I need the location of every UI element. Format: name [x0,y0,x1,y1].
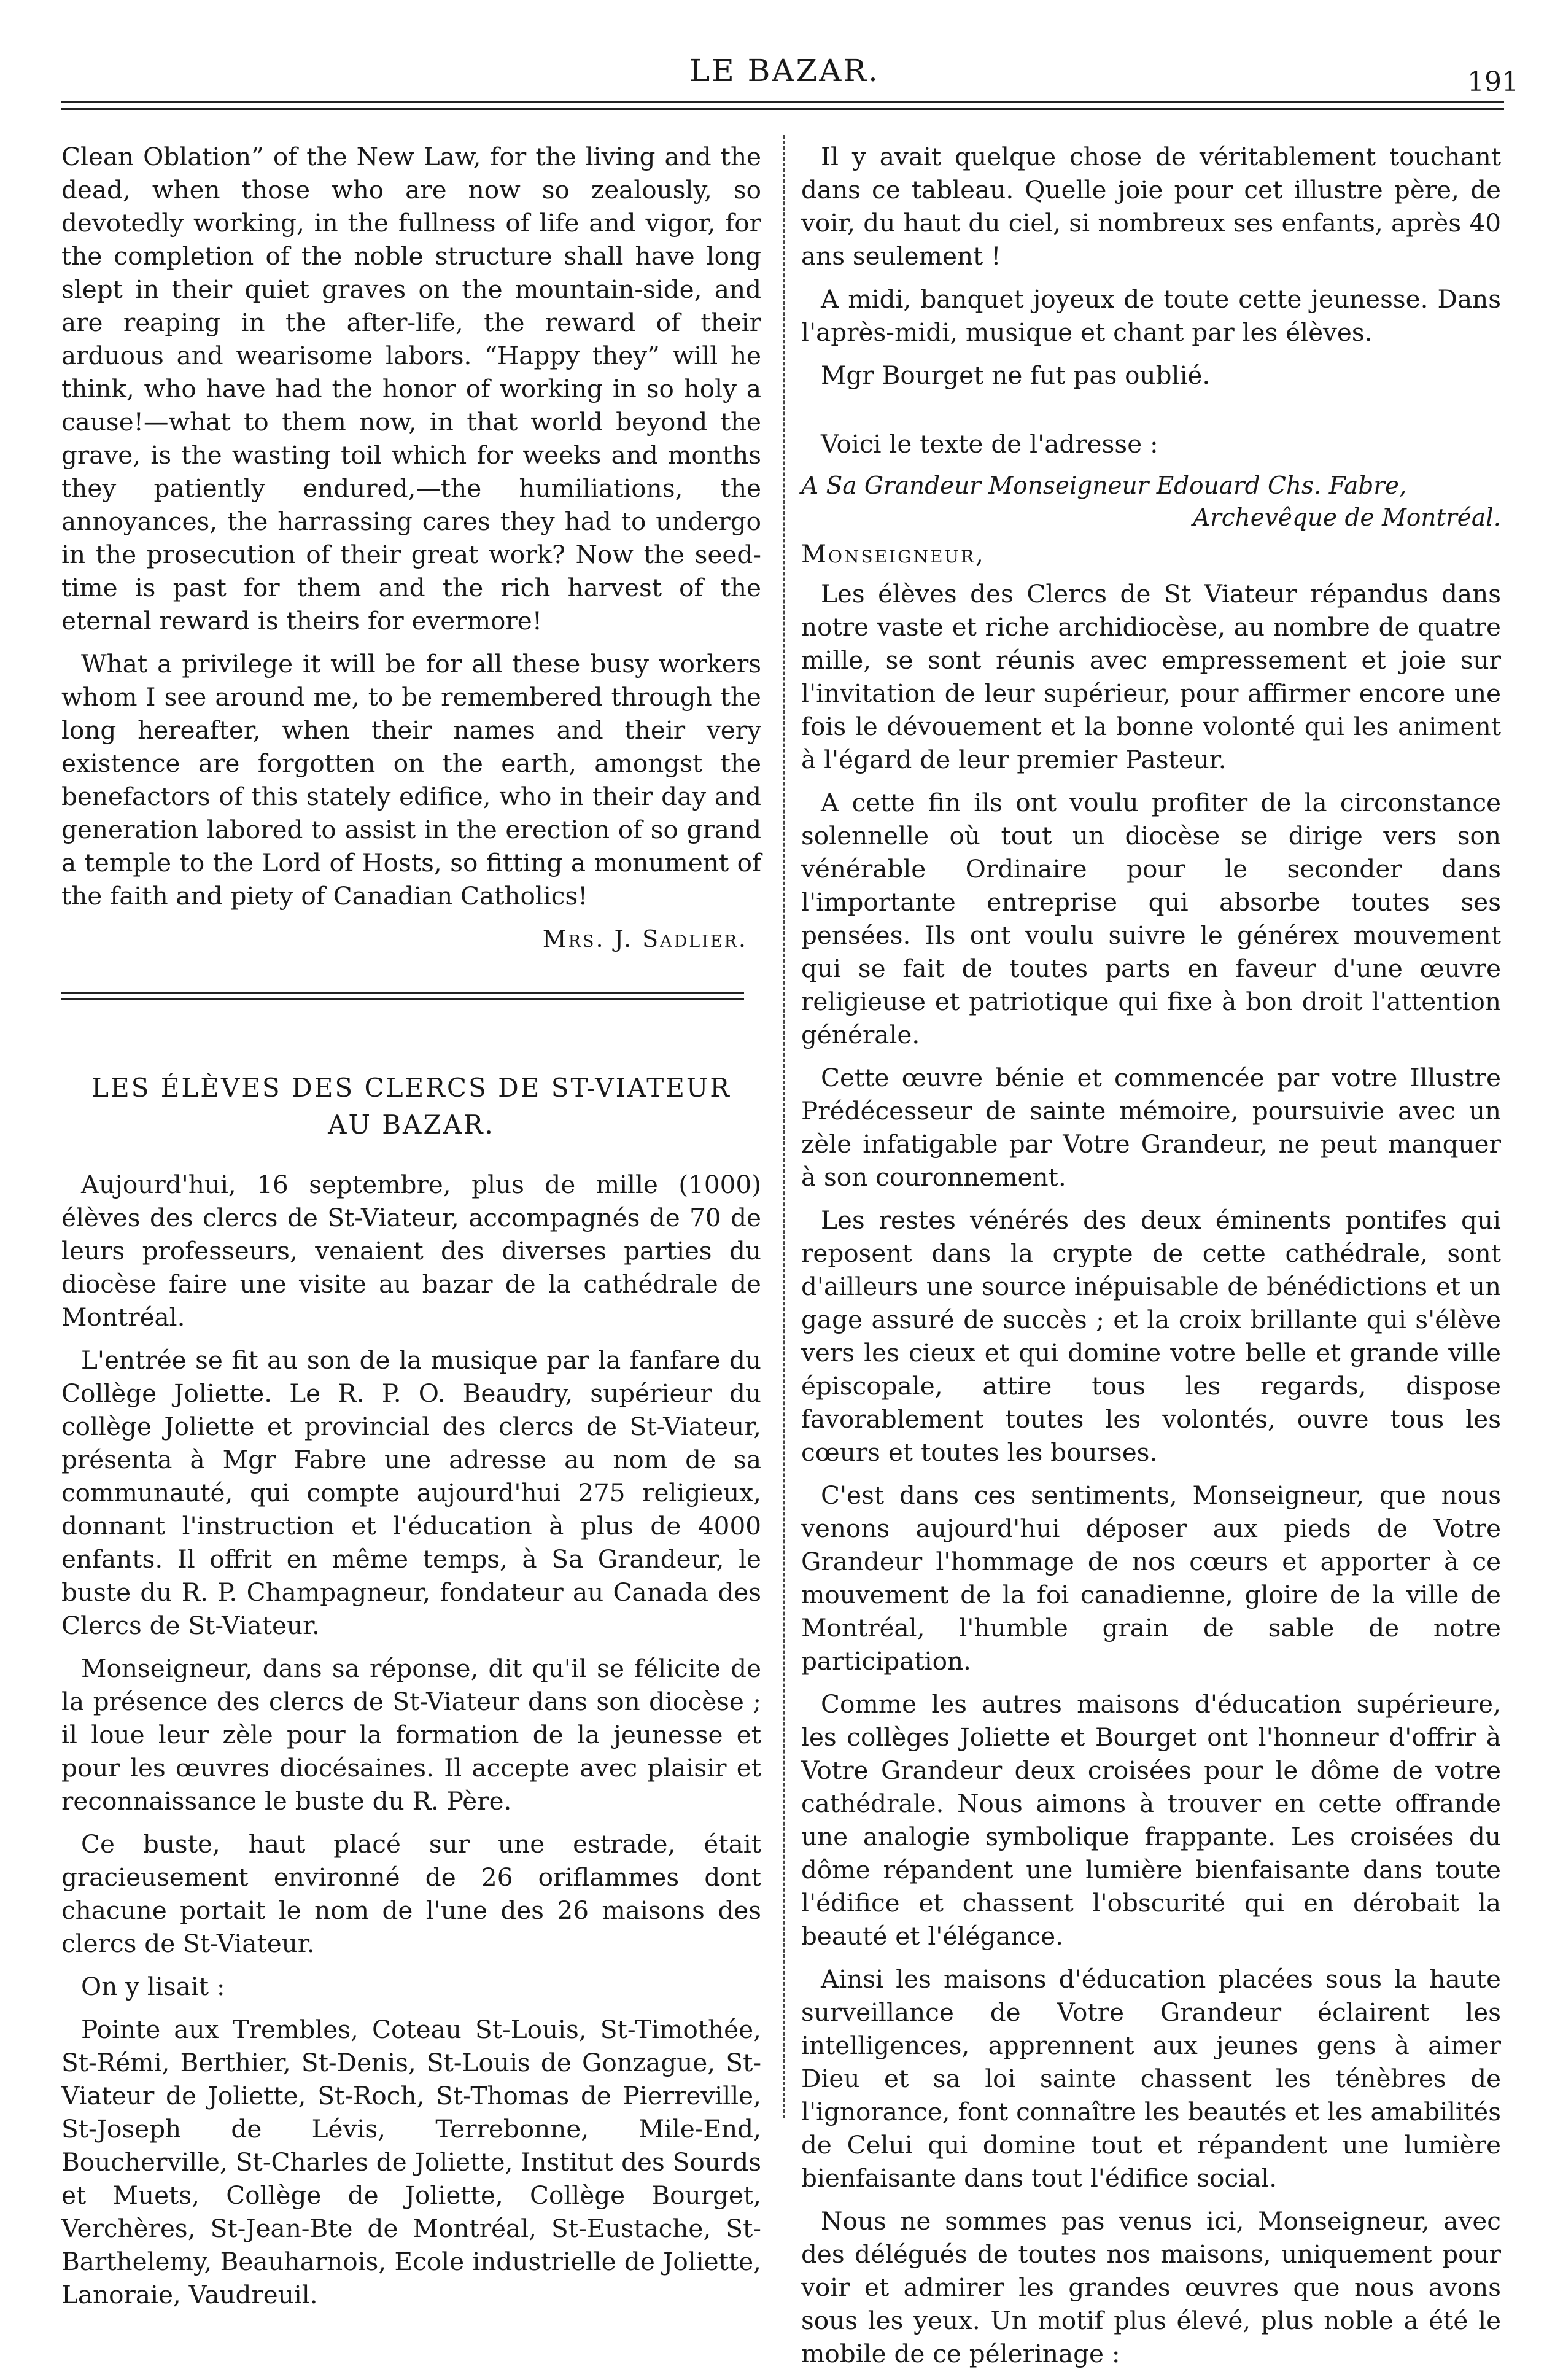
address-paragraph: Les élèves des Clercs de St Viateur répandus dans notre vaste et riche archidiocèse, au nombre de quatre mille, se sont réunis avec empressement et joie sur l'invitation de leur supérieur, pour affirmer encore une fois le dévouement et la bonne volonté qui les animent à l'égard de leur premier Pasteur. [801,579,1501,774]
address-paragraph: Cette œuvre bénie et commencée par votre Illustre Prédécesseur de sainte mémoire, poursuivie avec un zèle infatigable par Votre Grandeur, ne peut manquer à son couronnement. [801,1063,1501,1192]
article-paragraph: Ce buste, haut placé sur une estrade, était gracieusement environné de 26 oriflammes dont chacune portait le nom de l'une des 26 maisons des clercs de St-Viateur. [61,1829,761,1958]
article-paragraph: Monseigneur, dans sa réponse, dit qu'il se félicite de la présence des clercs de St-Viateur dans son diocèse ; il loue leur zèle pour la formation de la jeunesse et pour les œuvres diocésaines. Il accepte avec plaisir et reconnaissance le buste du R. Père. [61,1654,761,1816]
article-title-line-2: AU BAZAR. [328,1110,495,1140]
article-title-line-1: LES ÉLÈVES DES CLERCS DE ST-VIATEUR [91,1073,731,1103]
header-rule-top [61,101,1504,103]
address-paragraph: Nous ne sommes pas venus ici, Monseigneur, avec des délégués de toutes nos maisons, uniquement pour voir et admirer les grandes œuvres que nous avons sous les yeux. Un motif plus élevé, plus noble a été le mobile de ce pélerinage : [801,2206,1501,2368]
address-paragraph: Comme les autres maisons d'éducation supérieure, les collèges Joliette et Bourget ont l'honneur d'offrir à Votre Grandeur deux croisées pour le dôme de votre cathédrale. Nous aimons à trouver en cette offrande une analogie symbolique frappante. Les croisées du dôme répandent une lumière bienfaisante dans toute l'édifice et chassent l'obscurité qui en dérobait la beauté et l'élégance. [801,1689,1501,1951]
address-paragraph: Les restes vénérés des deux éminents pontifes qui reposent dans la crypte de cette cathédrale, sont d'ailleurs une source inépuisable de bénédictions et un gage assuré de succès ; et la croix brillante qui s'élève vers les cieux et qui domine votre belle et grande ville épiscopale, attire tous les regards, dispose favorablement toutes les volontés, ouvre tous les cœurs et toutes les bourses. [801,1205,1501,1467]
running-title: LE BAZAR. [689,53,880,88]
left-column [61,140,761,2321]
salutation: Monseigneur, [801,540,985,569]
header-rule-bottom [61,108,1504,110]
column-divider [783,135,785,2118]
continued-paragraph: What a privilege it will be for all these busy workers whom I see around me, to be remembered through the long hereafter, when their names and their very existence are forgotten on the earth, amongst the benefactors of this stately edifice, who in their day and generation labored to assist in the erection of so grand a temple to the Lord of Hosts, so fitting a monument of the faith and piety of Canadian Catholics! [61,649,761,911]
article-paragraph: Il y avait quelque chose de véritablement touchant dans ce tableau. Quelle joie pour cet illustre père, de voir, du haut du ciel, si nombreux ses enfants, après 40 ans seulement ! [801,142,1501,271]
section-separator [61,992,761,1013]
address-paragraph: A cette fin ils ont voulu profiter de la circonstance solennelle où tout un diocèse se dirige vers son vénérable Ordinaire pour le seconder dans l'importante entreprise qui absorbe toutes ses pensées. Ils ont voulu suivre le générex mouvement qui se fait de toutes parts en faveur d'une œuvre religieuse et patriotique qui fixe à bon droit l'attention générale. [801,788,1501,1049]
address-recipient-title: Archevêque de Montréal. [1192,504,1501,532]
address-paragraph: C'est dans ces sentiments, Monseigneur, que nous venons aujourd'hui déposer aux pieds de Votre Grandeur l'hommage de nos cœurs et apporter à ce mouvement de la foi canadienne, gloire de la ville de Montréal, l'humble grain de sable de notre participation. [801,1480,1501,1676]
page-header [0,48,1563,97]
article-paragraph: Pointe aux Trembles, Coteau St-Louis, St-Timothée, St-Rémi, Berthier, St-Denis, St-Louis de Gonzague, St-Viateur de Joliette, St-Roch, St-Thomas de Pierreville, St-Joseph de Lévis, Terrebonne, Mile-End, Boucherville, St-Charles de Joliette, Institut des Sourds et Muets, Collège de Joliette, Collège Bourget, Verchères, St-Jean-Bte de Montréal, St-Eustache, St-Barthelemy, Beauharnois, Ecole industrielle de Joliette, Lanoraie, Vaudreuil. [61,2015,761,2309]
article-paragraph: Mgr Bourget ne fut pas oublié. [821,360,1211,390]
address-intro: Voici le texte de l'adresse : [821,429,1158,459]
article-paragraph: A midi, banquet joyeux de toute cette jeunesse. Dans l'après-midi, musique et chant par les élèves. [801,284,1501,347]
article-paragraph: Aujourd'hui, 16 septembre, plus de mille (1000) élèves des clercs de St-Viateur, accompagnés de 70 de leurs professeurs, venaient des diverses parties du diocèse faire une visite au bazar de la cathédrale de Montréal. [61,1170,761,1332]
article-title [61,1070,761,1143]
article-paragraph: L'entrée se fit au son de la musique par la fanfare du Collège Joliette. Le R. P. O. Beaudry, supérieur du collège Joliette et provincial des clercs de St-Viateur, présenta à Mgr Fabre une adresse au nom de sa communauté, qui compte aujourd'hui 275 religieux, donnant l'instruction et l'éducation à plus de 4000 enfants. Il offrit en même temps, à Sa Grandeur, le buste du R. P. Champagneur, fondateur au Canada des Clercs de St-Viateur. [61,1345,761,1640]
continued-paragraph: Clean Oblation” of the New Law, for the living and the dead, when those who are now so zealously, so devotedly working, in the fullness of life and vigor, for the completion of the noble structure shall have long slept in their quiet graves on the mountain-side, and are reaping in the after-life, the reward of their arduous and wearisome labors. “Happy they” will he think, who have had the honor of working in so holy a cause!—what to them now, in that world beyond the grave, is the wasting toil which for weeks and months they patiently endured,—the humiliations, the annoyances, the harrassing cares they had to undergo in the prosecution of their great work? Now the seed-time is past for them and the rich harvest of the eternal reward is theirs for evermore! [61,142,761,636]
page-number: 191 [1467,66,1519,98]
author-signature: Mrs. J. Sadlier. [542,925,748,952]
right-column [801,140,1501,2380]
address-recipient: A Sa Grandeur Monseigneur Edouard Chs. Fabre, [801,472,1407,500]
article-paragraph: On y lisait : [81,1972,225,2001]
address-paragraph: Ainsi les maisons d'éducation placées sous la haute surveillance de Votre Grandeur éclairent les intelligences, apprennent aux jeunes gens à aimer Dieu et sa loi sainte chassent les ténèbres de l'ignorance, font connaître les beautés et les amabilités de Celui qui domine tout et répandent une lumière bienfaisante dans tout l'édifice social. [801,1964,1501,2193]
